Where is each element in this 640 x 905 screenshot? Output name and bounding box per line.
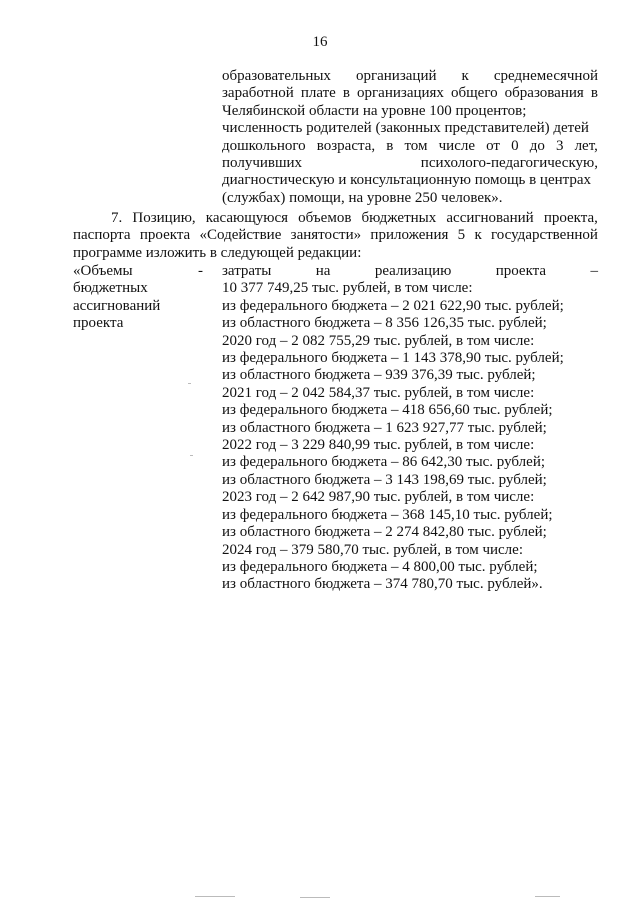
word: получивших — [222, 155, 303, 172]
word: психолого-педагогическую, — [420, 155, 598, 172]
word: бюджетных — [361, 210, 437, 226]
text-line: численность родителей (законных представителей) детей — [222, 120, 589, 137]
label-line: «Объемы — [73, 263, 133, 279]
text-line — [222, 138, 598, 155]
scan-speck — [195, 896, 235, 897]
word: касающуюся — [205, 210, 289, 226]
word: объемов — [298, 210, 352, 226]
word: к — [461, 68, 469, 84]
scan-speck — [188, 383, 191, 384]
continued-text-block — [222, 68, 598, 207]
word: от — [486, 137, 500, 154]
word: затраты — [222, 263, 272, 279]
word: 5 — [457, 227, 466, 244]
budget-line: 2021 год – 2 042 584,37 тыс. рублей, в том числе: — [222, 384, 535, 401]
word: числе — [438, 137, 476, 154]
word: государственной — [491, 227, 598, 244]
word: заработной — [222, 85, 294, 102]
word: ассигнований — [446, 210, 534, 226]
budget-line: 10 377 749,25 тыс. рублей, в том числе: — [222, 280, 473, 297]
scan-speck — [190, 455, 193, 456]
budget-line: из федерального бюджета – 1 143 378,90 тыс. рублей; — [222, 350, 564, 367]
budget-line: 2024 год – 379 580,70 тыс. рублей, в том числе: — [222, 541, 523, 558]
word: приложения — [370, 227, 449, 244]
budget-line: из федерального бюджета – 86 642,30 тыс. рублей; — [222, 454, 546, 471]
word: паспорта — [73, 227, 131, 244]
word: общего — [450, 85, 498, 102]
text-line — [73, 210, 598, 227]
budget-line: из областного бюджета – 939 376,39 тыс. рублей; — [222, 367, 536, 384]
text-line: Челябинской области на уровне 100 процентов; — [222, 102, 527, 119]
text-line: (службах) помощи, на уровне 250 человек». — [222, 189, 503, 206]
text-line: программе изложить в следующей редакции: — [73, 244, 362, 261]
budget-line: из федерального бюджета – 368 145,10 тыс. рублей; — [222, 506, 553, 523]
label-dash: - — [198, 263, 203, 279]
text-line: диагностическую и консультационную помощь в центрах — [222, 172, 592, 189]
budget-details — [222, 263, 598, 594]
word: возраста, — [316, 137, 376, 154]
label-line: бюджетных — [73, 280, 148, 297]
scan-speck — [300, 897, 330, 898]
word: реализацию — [374, 263, 452, 279]
budget-line: из областного бюджета – 374 780,70 тыс. рублей». — [222, 576, 543, 593]
word: 7. — [111, 210, 123, 226]
word: дошкольного — [222, 137, 306, 154]
text-line — [73, 227, 598, 244]
word: к — [474, 227, 482, 244]
word: 3 — [555, 137, 564, 154]
word: организаций — [355, 68, 437, 84]
budget-line: из областного бюджета – 1 623 927,77 тыс. рублей; — [222, 419, 547, 436]
text-line — [222, 68, 598, 85]
word: в — [590, 85, 598, 102]
word: до — [529, 137, 545, 154]
amendment-paragraph — [73, 210, 598, 262]
budget-line: из федерального бюджета – 4 800,00 тыс. рублей; — [222, 558, 538, 575]
word: проекта, — [543, 210, 598, 226]
word: в — [386, 137, 394, 154]
text-line — [222, 85, 598, 102]
budget-line: из областного бюджета – 2 274 842,80 тыс. рублей; — [222, 524, 547, 541]
word: образования — [504, 85, 584, 102]
budget-line: 2023 год – 2 642 987,90 тыс. рублей, в том числе: — [222, 489, 535, 506]
word: проекта — [139, 227, 191, 244]
word: – — [590, 263, 598, 279]
budget-line: из областного бюджета – 8 356 126,35 тыс. рублей; — [222, 315, 547, 332]
word: том — [404, 137, 428, 154]
text-line — [222, 155, 598, 172]
word: лет, — [574, 137, 598, 154]
word: образовательных — [222, 68, 331, 84]
label-line: ассигнований — [73, 297, 161, 314]
word: проекта — [495, 263, 547, 279]
scan-speck — [535, 896, 560, 897]
label-line: проекта — [73, 315, 124, 332]
word: организациях — [357, 85, 444, 102]
word: в — [342, 85, 350, 102]
budget-line: 2020 год – 2 082 755,29 тыс. рублей, в том числе: — [222, 332, 535, 349]
word: плате — [300, 85, 336, 102]
budget-line: из областного бюджета – 3 143 198,69 тыс. рублей; — [222, 471, 547, 488]
word: 0 — [511, 137, 519, 154]
word: среднемесячной — [493, 68, 598, 84]
word: на — [315, 263, 331, 279]
word: «Содействие — [199, 227, 282, 244]
budget-line: 2022 год – 3 229 840,99 тыс. рублей, в том числе: — [222, 437, 535, 454]
word: Позицию, — [132, 210, 196, 226]
text-line — [222, 263, 598, 280]
page-number: 16 — [312, 34, 328, 50]
budget-line: из федерального бюджета – 2 021 622,90 тыс. рублей; — [222, 297, 564, 314]
budget-line: из федерального бюджета – 418 656,60 тыс. рублей; — [222, 402, 553, 419]
word: занятости» — [290, 227, 362, 244]
